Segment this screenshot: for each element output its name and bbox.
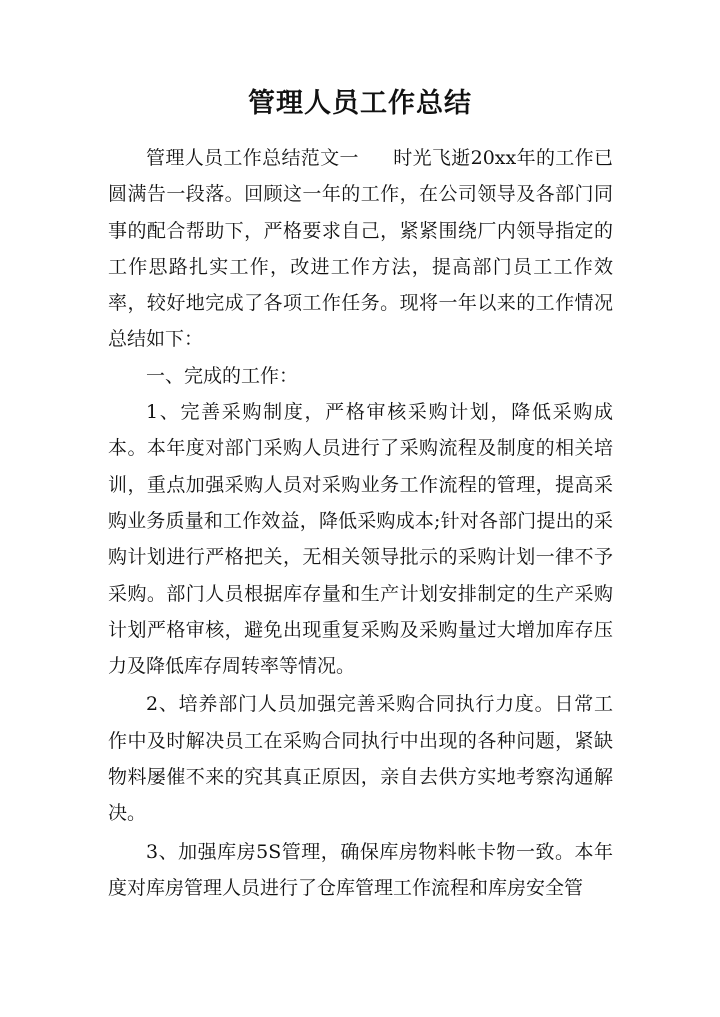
document-title: 管理人员工作总结 — [248, 88, 472, 119]
intro-paragraph — [108, 140, 613, 358]
section-heading: 一、完成的工作： — [146, 364, 299, 387]
intro-lead: 管理人员工作总结范文一 — [146, 147, 359, 169]
work-item-3: 3、加强库房5S管理，确保库房物料帐卡物一致。本年度对库房管理人员进行了仓库管理工作流程和库房安全管 — [108, 840, 613, 899]
work-item-1: 1、完善采购制度，严格审核采购计划，降低采购成本。本年度对部门采购人员进行了采购流程及制度的相关培训，重点加强采购人员对采购业务工作流程的管理，提高采购业务质量和工作效益，降低采购成本;针对各部门提出的采购计划进行严格把关，无相关领导批示的采购计划一律不予采购。部门人员根据库存量和生产计划安排制定的生产采购计划严格审核，避免出现重复采购及采购量过大增加库存压力及降低库存周转率等情况。 — [108, 401, 613, 678]
work-item-2: 2、培养部门人员加强完善采购合同执行力度。日常工作中及时解决员工在采购合同执行中出现的各种问题，紧缺物料屡催不来的究其真正原因，亲自去供方实地考察沟通解决。 — [108, 693, 613, 825]
document-body — [108, 140, 613, 906]
intro-text: 时光飞逝20xx年的工作已圆满告一段落。回顾这一年的工作，在公司领导及各部门同事的配合帮助下，严格要求自己，紧紧围绕厂内领导指定的工作思路扎实工作，改进工作方法，提高部门员工工作效率，较好地完成了各项工作任务。现将一年以来的工作情况总结如下： — [108, 147, 613, 351]
